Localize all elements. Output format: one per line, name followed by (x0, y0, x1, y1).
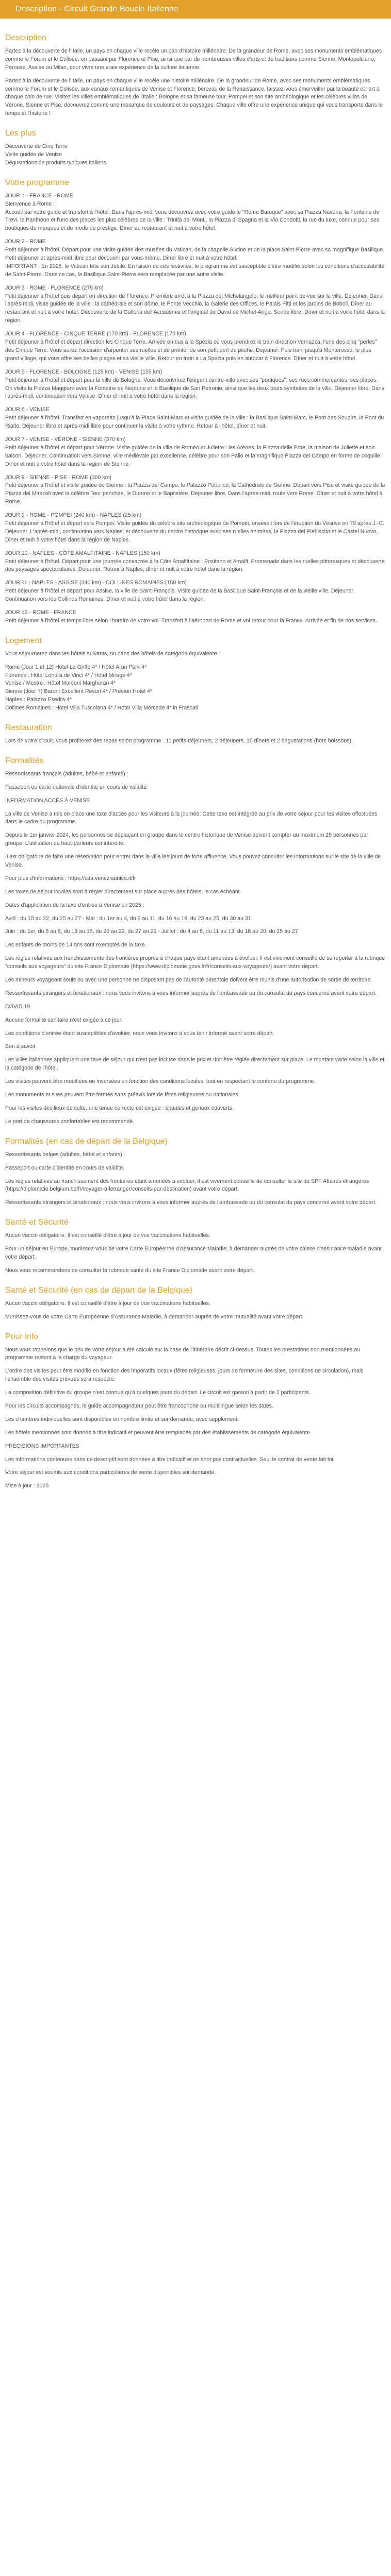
formalites-paragraph: Dates d'application de la taxe d'entrée à Venise en 2025 : (5, 902, 144, 908)
info-paragraph: La composition définitive du groupe n'est connue qu'à quelques jours du départ. Le circuit est garanti à partir de 2 participants. (5, 1389, 311, 1396)
hotel-list (5, 664, 386, 713)
programme-days (5, 192, 386, 625)
day-description: Petit déjeuner à l'hôtel. Départ pour une visite guidée des musées du Vatican, de la chapelle Sixtine et de la place Saint-Pierre avec sa magnifique Basilique. Petit déjeuner et après-midi libre pour découvrir par vous-même. Dîner libre et nuit à votre hôtel. (5, 247, 385, 262)
title-bar (0, 0, 391, 19)
les-plus-item: Découverte de Cinq Terre (5, 143, 68, 150)
formalites-paragraph: Les mineurs voyageant seuls ou avec une personne ne disposant pas de l'autorité parentale doivent être munis d'une autorisation de sortie de territoire. (5, 977, 372, 984)
day-description: Petit déjeuner à l'hôtel et temps libre selon l'horaire de votre vol. Transfert à l'aéroport de Rome et vol retour pour la France. Arrivée et fin de nos services. (5, 617, 377, 624)
day-title: JOUR 7 - VENISE - VÉRONE - SIENNE (370 km) (5, 436, 126, 443)
day-title: JOUR 9 - ROME - POMPEI (240 km) - NAPLES (25 km) (5, 512, 142, 519)
formalites-paragraph: Les visites peuvent être modifiées ou inversées en fonction des conditions locales, tout en respectant le contenu du programme. (5, 1078, 316, 1085)
hotel-item: Florence : Hôtel Londra de Vinci 4* / Hôtel Mirage 4* (5, 672, 132, 679)
formalites-paragraph: Les règles relatives aux franchissements des frontières propres à chaque pays étant amenées à évoluer, il est vivement conseillé de se reporter à la rubrique "conseils aux voyageurs" du site France Diplomatie (https://www.diplomatie.gouv.fr/fr/conseils-aux-voyageurs/) avant votre départ. (5, 955, 385, 970)
formalites-paragraph: Juin : du 1er, du 6 au 8, du 13 au 15, du 20 au 22, du 27 au 29 - Juillet : du 4 au 6, du 11 au 13, du 18 au 20, du 25 au 27 (5, 928, 298, 935)
info-paragraph: PRÉCISIONS IMPORTANTES (5, 1443, 79, 1449)
formalites-paragraph: Aucune formalité sanitaire n'est exigée à ce jour. (5, 1016, 123, 1023)
formalites-paragraph: Les villes italiennes appliquent une taxe de séjour qui n'est pas incluse dans le prix et doit être réglée directement sur place. Le montant varie selon la ville et la catégorie de l'hôtel. (5, 1057, 385, 1072)
formalites-paragraph: Il est obligatoire de faire une réservation pour entrer dans la ville les jours de forte affluence. Vous pouvez consulter les informations sur le site de la ville de Venise. (5, 854, 381, 869)
section-heading-sante-belgique: Santé et Sécurité (en cas de départ de la Belgique) (5, 1285, 192, 1295)
formalites-paragraph: Depuis le 1er janvier 2024, les personnes se déplaçant en groupe dans le centre historique de Venise doivent compter au maximum 25 personnes par groupe. L'utilisation de haut-parleurs est interdite. (5, 832, 368, 847)
info-paragraph: Les hôtels mentionnés sont donnés à titre indicatif et peuvent être remplacés par des établissements de catégorie équivalente. (5, 1429, 312, 1436)
info-paragraph: L'ordre des visites peut être modifié en fonction des impératifs locaux (fêtes religieuses, jours de fermeture des sites, conditions de circulation), mais l'ensemble des visites prévues sera respecté. (5, 1368, 364, 1383)
day-description: Petit déjeuner à l'hôtel et départ pour la ville de Bologne. Vous découvrirez l'élégant centre-ville avec ses "portiques", ses rues commerçantes, ses places. On visite la Piazza Maggiore avec la Fontaine de Neptune et la Basilique de San Petronio, ainsi que les deux tours symboles de la ville. Déjeuner libre. Dans l'après-midi, continuation vers Venise. Dîner et nuit à votre hôtel dans la région. (5, 377, 384, 400)
formalites-paragraph: COVID 19 (5, 1003, 30, 1010)
day-description: Petit déjeuner à l'hôtel puis départ en direction de Florence. Première arrêt à la Piazza del Michelangelo, le meilleur point de vue sur la ville. Déjeuner. Dans l'après-midi, visite guidée de la ville : la cathédrale et son dôme, le Ponte Vecchio, la Galerie des Offices, le Palais Pitti et les jardins de Boboli. Dîner au restaurant et nuit à votre hôtel. Découverte de la Galleria dell'Accademia et l'original du David de Michel-Ange. Soirée libre. Dîner et nuit à votre hôtel dans la région. (5, 293, 385, 324)
day-title: JOUR 6 - VENISE (5, 406, 50, 413)
formalites-belgique-paragraph: Ressortissants belges (adultes, bébé et enfants) : (5, 1151, 125, 1158)
day-description: Bienvenue à Rome ! (5, 200, 55, 207)
info-paragraph: Nous vous rappelons que le prix de votre séjour a été calculé sur la base de l'itinéraire décrit ci-dessus. Toutes les prestations non mentionnées au programme restent à la charge du voyageur. (5, 1346, 360, 1361)
section-heading-formalites-belgique: Formalités (en cas de départ de la Belgique) (5, 1137, 168, 1146)
section-heading-description: Description (5, 33, 47, 42)
formalites-paragraph: Les taxes de séjour locales sont à régler directement sur place auprès des hôtels, le cas échéant. (5, 888, 241, 895)
formalites-paragraph: Les monuments et sites peuvent être fermés sans préavis lors de fêtes religieuses ou nationales. (5, 1092, 240, 1098)
formalites-belgique-section (5, 1151, 386, 1207)
hotel-item: Sienne (Jour 7) Baroni Excellent Resort 4* / Preston Hotel 4* (5, 688, 152, 695)
day-title: JOUR 3 - ROME - FLORENCE (275 km) (5, 284, 104, 291)
day-description: Petit déjeuner à l'hôtel et départ direction les Cinque Terre. Arrivée en bus à la Spezia où vous prendrez le train direction Vernazza, l'une des cinq "perles" des Cinque Terre. Vous aurez l'occasion d'arpenter ses ruelles et de profiter de son petit port de pêche. Déjeuner. Puis train jusqu'à Monterosso, le plus grand village, qui vous offre ses belles plages et sa vieille ville. Retour en train à La Spezia puis en autocar à Florence. Dîner et nuit à votre hôtel. (5, 339, 377, 362)
formalites-paragraph: Ressortissants français (adultes, bébé et enfants) : (5, 770, 128, 777)
formalites-paragraph: Passeport ou carte nationale d'identité en cours de validité. (5, 784, 149, 790)
programme-day (5, 192, 386, 233)
content (0, 19, 391, 1501)
programme-day (5, 284, 386, 325)
section-heading-pour-info: Pour info (5, 1332, 39, 1341)
sante-paragraph: Nous vous recommandons de consulter la rubrique santé du site France Diplomatie avant votre départ. (5, 1267, 254, 1274)
formalites-paragraph: Pour les visites des lieux de culte, une tenue correcte est exigée : épaules et genoux couverts. (5, 1105, 234, 1111)
pour-info-section (5, 1346, 386, 1478)
info-paragraph: Pour les circuits accompagnés, le guide accompagnateur peut être francophone ou multilingue selon les dates. (5, 1402, 273, 1409)
programme-day (5, 406, 386, 431)
formalites-paragraph: Pour plus d'informations : https://cda.veneziaunica.it/fr (5, 875, 136, 882)
programme-day (5, 609, 386, 625)
section-heading-logement: Logement (5, 636, 42, 645)
formalites-paragraph: Ressortissants étrangers et binationaux : nous vous invitons à vous informer auprès de l'ambassade ou du consulat du pays concerné avant votre départ. (5, 990, 377, 996)
day-title: JOUR 4 - FLORENCE - CINQUE TERRE (170 km) - FLORENCE (170 km) (5, 331, 186, 337)
description-section (5, 47, 386, 118)
day-description: Accueil par votre guide et transfert à l'hôtel. Dans l'après-midi vous découvrez avec votre guide le "Rome Baroque" avec sa Piazza Navona, la Fontaine de Trevi, le Panthéon et l'une des places les plus célèbres de la ville : Trinità dei Monti, la Piazza di Spagna et la Via Condotti, la rue du luxe, connue pour ses boutiques de marques et de mode de prestige. Dîner au restaurant et nuit à votre hôtel. (5, 209, 380, 232)
day-title: JOUR 1 - FRANCE - ROME (5, 192, 73, 199)
day-title: JOUR 5 - FLORENCE - BOLOGNE (125 km) - VENISE (155 km) (5, 368, 162, 375)
logement-intro: Vous séjournerez dans les hôtels suivants, ou dans des hôtels de catégorie équivalente : (5, 650, 220, 657)
sante-paragraph: Aucun vaccin obligatoire. Il est conseillé d'être à jour de vos vaccinations habituelles. (5, 1232, 210, 1239)
day-description: Petit déjeuner à l'hôtel et départ pour Vérone. Visite guidée de la ville de Roméo et Juliette : les Arènes, la Piazza delle Erbe, la maison de Juliette et son balcon. Déjeuner. Continuation vers Sienne, ville médiévale par excellence, célèbre pour son Palio et la magnifique Piazza del Campo en forme de coquille. Dîner et nuit à votre hôtel dans la région de Sienne. (5, 444, 382, 467)
formalites-section (5, 770, 386, 1126)
formalites-belgique-paragraph: Ressortissants étrangers et binationaux : nous vous invitons à vous informer auprès de l'ambassade ou du consulat du pays concerné avant votre départ. (5, 1199, 377, 1206)
restauration-text: Lors de votre circuit, vous profiterez des repas selon programme : 11 petits-déjeuners, 2 déjeuners, 10 dîners et 2 dégustations (hors boissons). (5, 738, 353, 744)
day-description: Petit déjeuner à l'hôtel. Départ pour une journée consacrée à la Côte Amalfitaine : Positano et Amalfi. Promenade dans les ruelles pittoresques et découverte des paysages spectaculaires. Déjeuner. Retour à Naples, dîner et nuit à votre hôtel dans la région. (5, 558, 385, 573)
hotel-item: Naples : Palazzo Esedra 4* (5, 697, 72, 703)
formalites-paragraph: Les enfants de moins de 14 ans sont exemptés de la taxe. (5, 942, 146, 948)
page-title: Description - Circuit Grande Boucle Italienne (15, 5, 178, 13)
programme-day (5, 512, 386, 545)
programme-day (5, 436, 386, 469)
formalites-paragraph: Avril : du 18 au 22, du 25 au 27 - Mai : du 1er au 4, du 9 au 11, du 16 au 18, du 23 au 25, du 30 au 31 (5, 915, 251, 922)
sante-paragraph: Pour un séjour en Europe, munissez-vous de votre Carte Européenne d'Assurance Maladie, à demander auprès de votre caisse d'assurance maladie avant votre départ. (5, 1246, 382, 1260)
day-description: Petit déjeuner à l'hôtel et visite guidée de Sienne : la Piazza del Campo, le Palazzo Pubblico, la Cathédrale de Sienne. Départ vers Pise et visite guidée de la Piazza dei Miracoli avec la célèbre Tour penchée, le Duomo et le Baptistère. Déjeuner libre. Dans l'après-midi, route vers Rome. Dîner et nuit à votre hôtel à Rome. (5, 482, 385, 505)
formalites-belgique-paragraph: Les règles relatives au franchissement des frontières étant amenées à évoluer, il est vivement conseillé de consulter le site du SPF Affaires étrangères (https://diplomatie.belgium.be/fr/voyager-a-letranger/conseils-par-destination) avant votre départ. (5, 1178, 369, 1193)
formalites-paragraph: Les conditions d'entrée étant susceptibles d'évoluer, nous vous invitons à vous tenir informé avant votre départ. (5, 1030, 274, 1037)
les-plus-list (5, 143, 386, 167)
section-heading-sante: Santé et Sécurité (5, 1218, 69, 1227)
day-description: Petit déjeuner à l'hôtel et départ vers Pompéi. Visite guidée du célèbre site archéologique de Pompéi, enseveli lors de l'éruption du Vésuve en 79 après J.-C. Déjeuner. L'après-midi, continuation vers Naples, et découverte du centre historique avec ses ruelles animées, la Piazza del Plebiscito et le Castel Nuovo. Dîner et nuit à votre hôtel dans la région de Naples. (5, 520, 384, 543)
formalites-paragraph: INFORMATION ACCÈS À VENISE (5, 797, 90, 804)
section-heading-programme: Votre programme (5, 178, 69, 187)
day-description: Petit déjeuner à l'hôtel. Transfert en vaporetto jusqu'à la Place Saint-Marc et visite guidée de la ville : la Basilique Saint-Marc, le Pont des Soupirs, le Pont du Rialto. Déjeuner libre et après-midi libre pour continuer la visite à votre rythme. Retour à l'hôtel, dîner et nuit. (5, 415, 384, 430)
info-paragraph: Les informations contenues dans ce descriptif sont données à titre indicatif et ne sont pas contractuelles. Seul le contrat de vente fait foi. (5, 1456, 335, 1463)
hotel-item: Venise / Mestre : Hôtel Marconi Margheran 4* (5, 680, 116, 687)
programme-day (5, 474, 386, 507)
formalites-paragraph: Bon à savoir (5, 1043, 36, 1050)
section-heading-restauration: Restauration (5, 723, 52, 732)
sante-section (5, 1232, 386, 1275)
day-title: JOUR 8 - SIENNE - PISE - ROME (360 km) (5, 474, 112, 481)
info-paragraph: Les chambres individuelles sont disponibles en nombre limité et sur demande, avec supplément. (5, 1416, 239, 1422)
formalites-belgique-paragraph: Passeport ou carte d'identité en cours de validité. (5, 1164, 125, 1171)
formalites-paragraph: La ville de Venise a mis en place une taxe d'accès pour les visiteurs à la journée. Cette taxe est intégrée au prix de votre séjour pour les visites effectuées dans le cadre du programme. (5, 810, 378, 825)
sante-belgique-paragraph: Aucun vaccin obligatoire. Il est conseillé d'être à jour de vos vaccinations habituelles. (5, 1300, 210, 1307)
description-paragraph: Partez à la découverte de l'Italie, un pays en chaque ville recèle une histoire millénaire. De la grandeur de Rome, avec ses monuments emblématiques comme le Forum et le Colisée, aux canaux romantiques de Venise et Florence, berceau de la Renaissance, laissez-vous émerveiller par la beauté et l'art à chaque coin de rue. Visitez les villes emblématiques de l'Italie : Bologne et sa fameuse tour, Pompei et son site archéologique et les célèbres villas de Vérone, Sienne et Pise, découvrez comme une mosaïque de couleurs et de paysages. Chaque ville offre une expérience unique qui vous transporte dans le temps et l'histoire ! (5, 77, 383, 117)
description-paragraph: Partez à la découverte de l'Italie, un pays en chaque ville recèle un pan d'histoire millénaire. De la grandeur de Rome, avec ses monuments emblématiques comme le Forum et le Colisée, en passant par Florence et Pise, ainsi que par de nombreuses villes d'arts et de traditions comme Sienne, Montepulciano, Pérouse, Assise ou Milan, pour vivre une vraie expérience de la culture italienne. (5, 48, 382, 71)
les-plus-item: Visite guidée de Venise (5, 151, 62, 158)
programme-day (5, 550, 386, 574)
info-paragraph: Votre séjour est soumis aux conditions particulières de vente disponibles sur demande. (5, 1469, 216, 1476)
hotel-item: Rome (Jour 1 et 12) Hôtel La Griffe 4* / Hôtel Aran Park 4* (5, 664, 147, 670)
day-title: JOUR 2 - ROME (5, 239, 46, 245)
sante-belgique-paragraph: Munissez-vous de votre Carte Européenne d'Assurance Maladie, à demander auprès de votre mutualité avant votre départ. (5, 1313, 304, 1320)
sante-belgique-section (5, 1300, 386, 1321)
logement-section (5, 650, 386, 713)
day-description: IMPORTANT : En 2025, le Vatican fête son Jubilé. En raison de ces festivités, le programme est susceptible d'être modifié selon les conditions d'accessibilité de Saint-Pierre. Dans ce cas, la Basilique Saint-Pierre sera remplacée par une autre visite. (5, 263, 385, 278)
programme-day (5, 368, 386, 401)
day-title: JOUR 12 - ROME - FRANCE (5, 609, 76, 616)
formalites-paragraph: Le port de chaussures confortables est recommandé. (5, 1118, 135, 1125)
day-description: Petit déjeuner à l'hôtel et départ pour Assise, la ville de Saint-François. Visite guidée de la Basilique Saint-François et de la vieille ville. Déjeuner. Continuation vers les Collines Romaines. Dîner et nuit à votre hôtel dans la région. (5, 588, 355, 603)
programme-day (5, 579, 386, 604)
programme-day (5, 330, 386, 363)
footer-text: Mise à jour : 2025 (5, 1483, 49, 1489)
section-heading-les-plus: Les plus (5, 129, 36, 138)
hotel-item: Collines Romaines : Hotel Villa Tuscolana 4* / Hotel Villa Mercede 4* in Frascati (5, 705, 199, 711)
section-heading-formalites: Formalités (5, 756, 44, 765)
programme-day (5, 238, 386, 279)
les-plus-item: Dégustations de produits typiques italiens (5, 159, 106, 166)
day-title: JOUR 11 - NAPLES - ASSISE (340 km) - COLLINES ROMAINES (150 km) (5, 580, 187, 586)
day-title: JOUR 10 - NAPLES - CÔTE AMALFITAINE - NAPLES (150 km) (5, 550, 160, 556)
